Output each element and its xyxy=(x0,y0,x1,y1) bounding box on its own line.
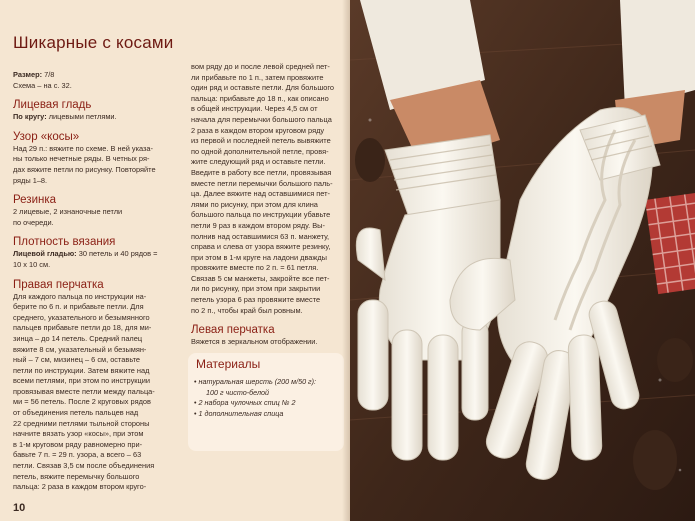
instruction-line: петли. Связав 3,5 см после объединения xyxy=(13,461,155,471)
section-title-right-glove: Правая перчатка xyxy=(13,278,104,291)
instruction-line: вом ряду до и после левой средней пет- xyxy=(191,62,330,71)
instruction-line: ли по рисунку, при этом при закрытии xyxy=(191,284,321,294)
instruction-line: в общей инструкции. Через 4,5 см от xyxy=(191,104,318,114)
cable-line: Над 29 п.: вяжите по схеме. В ней указа- xyxy=(13,143,153,153)
instruction-line: 22 средними петлями тыльной стороны xyxy=(13,418,150,428)
instruction-line: петли по инструкции. Затем вяжите над xyxy=(13,365,150,375)
gauge-line: Лицевой гладью: 30 петель и 40 рядов = xyxy=(13,249,158,259)
instruction-line: жите следующий ряд и оставьте петли. xyxy=(191,157,326,167)
instruction-line: пальца: прибавьте до 18 п., как описано xyxy=(191,93,329,103)
text-column-1 xyxy=(13,70,185,493)
instruction-line: петель узора 6 раз провяжите вместе xyxy=(191,295,321,305)
bullet-icon: • xyxy=(194,377,197,386)
section-title-gauge: Плотность вязания xyxy=(13,236,116,249)
instruction-line: среднего, указательного и безымянного xyxy=(13,312,150,322)
instruction-line: 2 раза в каждом втором круговом ряду xyxy=(191,125,325,135)
materials-item: 100 г чисто-белой xyxy=(206,387,269,397)
gauge-line: 10 х 10 см. xyxy=(13,259,51,269)
instruction-line: Для каждого пальца по инструкции на- xyxy=(13,291,147,301)
scheme-line: Схема – на с. 32. xyxy=(13,80,72,90)
text-column-2 xyxy=(191,62,340,348)
instruction-line: вместе петли перемычки большого паль- xyxy=(191,178,333,188)
materials-item: • натуральная шерсть (200 м/50 г): xyxy=(194,377,316,386)
instruction-line: берите по 6 п. и прибавьте петли. Для xyxy=(13,302,144,312)
instruction-line: ли прибавьте по 1 п., затем провяжите xyxy=(191,72,324,82)
instruction-line: провяжите вместе по 2 п. = 61 петля. xyxy=(191,263,319,273)
bullet-icon: • xyxy=(194,408,197,418)
cable-line: ряды 1–8. xyxy=(13,175,48,185)
rib-line: 2 лицевые, 2 изнаночные петли xyxy=(13,207,123,217)
instruction-line: один ряд и оставьте петли. Для большого xyxy=(191,83,335,93)
instruction-line: справа и слева от узора вяжите резинку, xyxy=(191,242,331,252)
section-title-rib: Резинка xyxy=(13,194,57,207)
instruction-line: петель, вяжите перемычку большого xyxy=(13,471,140,481)
instruction-line: Введите в работу все петли, провязывая xyxy=(191,167,332,177)
instruction-line: лями по рисунку, при этом для клина xyxy=(191,199,318,209)
instruction-line: пальцев прибавьте петли до 18, для ми- xyxy=(13,323,152,333)
instruction-line: начните вязать узор «косы», при этом xyxy=(13,429,144,439)
instruction-line: при этом в 1-м круге на ладони дважды xyxy=(191,252,327,262)
instruction-line: вяжите 8 см, указательный и безымян- xyxy=(13,344,147,354)
materials-box xyxy=(188,353,344,451)
instruction-line: пальца: 2 раза в каждом втором круго- xyxy=(13,482,147,492)
instruction-line: петли 9 раз в каждом втором ряду. Вы- xyxy=(191,220,325,230)
instruction-line: в 1-м круговом ряду равномерно при- xyxy=(13,439,143,449)
instruction-line: зинца – до 14 петель. Средний палец xyxy=(13,333,143,343)
bullet-icon: • xyxy=(194,398,197,408)
stockinette-text: По кругу: лицевыми петлями. xyxy=(13,112,117,122)
gloves-illustration xyxy=(350,0,695,521)
rib-line: по очереди. xyxy=(13,217,54,227)
instruction-line: ный – 7 см, мизинец – 6 см, оставьте xyxy=(13,355,141,365)
instruction-line: от объединения петель пальцев над xyxy=(13,408,139,418)
instruction-line: Связав 5 см манжеты, закройте все пет- xyxy=(191,273,330,283)
materials-item: • 2 набора чулочных спиц № 2 xyxy=(194,398,296,408)
materials-item: • 1 дополнительная спица xyxy=(194,408,284,418)
instruction-line: всеми петлями, при этом по инструкции xyxy=(13,376,150,386)
size-line: Размер: 7/8 xyxy=(13,70,55,79)
instruction-line: начала для перемычки большого пальца xyxy=(191,114,332,124)
right-glove-continued xyxy=(191,62,340,316)
right-glove-text xyxy=(13,292,185,493)
section-title-left-glove: Левая перчатка xyxy=(191,324,275,337)
instruction-line: большого пальца по инструкции убавьте xyxy=(191,210,331,220)
materials-list xyxy=(194,377,340,419)
materials-title: Материалы xyxy=(196,357,261,371)
section-title-cable: Узор «косы» xyxy=(13,130,80,143)
instruction-line: из первой и последней петель вывяжите xyxy=(191,136,331,146)
gloves-photo xyxy=(350,0,695,521)
instruction-line: полнив над оставшимися 63 п. манжету, xyxy=(191,231,330,241)
page-number: 10 xyxy=(13,502,26,514)
instruction-line: по одной дополнительной петле, провя- xyxy=(191,146,329,156)
left-glove-text: Вяжется в зеркальном отображении. xyxy=(191,337,318,347)
cable-line: ны только нечетные ряды. В четных ря- xyxy=(13,154,150,164)
instruction-line: бавьте 7 п. = 29 п. узора, а всего – 63 xyxy=(13,450,142,460)
instruction-line: по 2 п., чтобы край был ровным. xyxy=(191,305,303,315)
cable-line: дах вяжите петли по рисунку. Повторяйте xyxy=(13,164,156,174)
instruction-line: ми = 56 петель. После 2 круговых рядов xyxy=(13,397,151,407)
instruction-line: провязывая вместе петли между пальца- xyxy=(13,386,155,396)
section-title-stockinette: Лицевая гладь xyxy=(13,99,92,112)
page-title: Шикарные с косами xyxy=(13,33,174,52)
instruction-line: ца. Далее вяжите над оставшимися пет- xyxy=(191,189,330,199)
